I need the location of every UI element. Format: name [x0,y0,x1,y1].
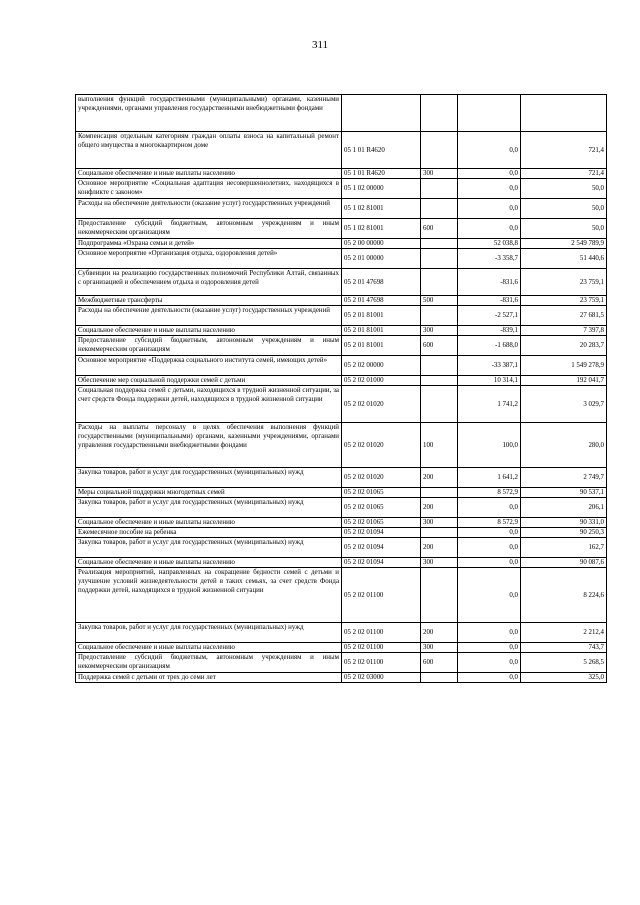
row-code-cell: 05 2 02 01094 [342,528,421,538]
row-expense-type-cell: 200 [421,538,458,558]
row-code-cell: 05 2 02 01100 [342,623,421,643]
page-number: 311 [311,39,329,51]
row-code-cell: 05 2 01 81001 [342,306,421,326]
table-row [76,488,607,498]
row-total-amount-cell: 2 549 789,9 [521,239,607,249]
row-name-cell: Предоставление субсидий бюджетным, автономным учреждениям и иным некоммерческим организациям [76,336,342,356]
row-name-cell: Субвенции на реализацию государственных полномочий Республики Алтай, связанных с организацией и обеспечением отдыха и оздоровления детей [76,269,342,296]
row-expense-type-cell [421,249,458,269]
row-expense-type-cell [421,199,458,219]
table-row [76,538,607,558]
table-row [76,673,607,683]
row-name-cell: Расходы на обеспечение деятельности (оказание услуг) государственных учреждений [76,306,342,326]
table-row [76,249,607,269]
row-total-amount-cell: 721,4 [521,132,607,169]
row-name-cell: Предоставление субсидий бюджетным, автономным учреждениям и иным некоммерческим организациям [76,653,342,673]
row-change-amount-cell: 8 572,9 [458,518,521,528]
row-total-amount-cell: 162,7 [521,538,607,558]
row-name-cell: Основное мероприятие «Социальная адаптация несовершеннолетних, находящихся в конфликте с законом» [76,179,342,199]
row-expense-type-cell [421,132,458,169]
row-code-cell: 05 2 00 00000 [342,239,421,249]
row-total-amount-cell: 51 440,6 [521,249,607,269]
row-total-amount-cell: 50,0 [521,179,607,199]
row-expense-type-cell [421,269,458,296]
row-name-cell: Социальная поддержка семей с детьми, находящихся в трудной жизненной ситуации, за счет средств Фонда поддержки детей, находящихся в трудной жизненной ситуации [76,386,342,423]
row-code-cell: 05 2 01 47698 [342,269,421,296]
row-code-cell: 05 1 02 81001 [342,219,421,239]
row-code-cell: 05 2 02 01020 [342,386,421,423]
row-code-cell: 05 2 02 00000 [342,356,421,376]
row-total-amount-cell: 50,0 [521,219,607,239]
row-code-cell: 05 2 02 01000 [342,376,421,386]
row-total-amount-cell: 5 268,5 [521,653,607,673]
table-row [76,296,607,306]
row-name-cell: Закупка товаров, работ и услуг для государственных (муниципальных) нужд [76,498,342,518]
row-name-cell: Межбюджетные трансферты [76,296,342,306]
row-total-amount-cell: 90 087,6 [521,558,607,568]
table-row [76,356,607,376]
row-total-amount-cell: 23 759,1 [521,296,607,306]
row-name-cell: Основное мероприятие «Организация отдыха, оздоровления детей» [76,249,342,269]
row-name-cell: Реализация мероприятий, направленных на сокращение бедности семей с детьми и улучшение условий жизнедеятельности детей в таких семьях, за счет средств Фонда поддержки детей, находящихся в трудной жизненной ситуации [76,568,342,623]
row-expense-type-cell: 600 [421,219,458,239]
row-code-cell: 05 2 01 47698 [342,296,421,306]
row-total-amount-cell: 192 041,7 [521,376,607,386]
table-row [76,336,607,356]
row-total-amount-cell: 2 212,4 [521,623,607,643]
row-code-cell: 05 2 01 00000 [342,249,421,269]
row-total-amount-cell: 23 759,1 [521,269,607,296]
table-row [76,653,607,673]
row-code-cell: 05 1 02 00000 [342,179,421,199]
row-total-amount-cell: 280,0 [521,423,607,468]
row-name-cell: Обеспечение мер социальной поддержки семей с детьми [76,376,342,386]
row-expense-type-cell: 300 [421,326,458,336]
row-name-cell: Основное мероприятие «Поддержка социального института семей, имеющих детей» [76,356,342,376]
row-code-cell: 05 2 01 81001 [342,336,421,356]
row-change-amount-cell: 0,0 [458,653,521,673]
row-change-amount-cell: -3 358,7 [458,249,521,269]
table-row [76,169,607,179]
table-row [76,623,607,643]
row-expense-type-cell: 100 [421,423,458,468]
row-total-amount-cell: 90 331,0 [521,518,607,528]
row-code-cell: 05 1 02 81001 [342,199,421,219]
row-change-amount-cell: 0,0 [458,199,521,219]
row-change-amount-cell: -831,6 [458,296,521,306]
table-row [76,269,607,296]
row-change-amount-cell: 0,0 [458,623,521,643]
row-code-cell: 05 2 02 01094 [342,558,421,568]
row-total-amount-cell: 8 224,6 [521,568,607,623]
row-change-amount-cell: 52 038,8 [458,239,521,249]
row-name-cell: Закупка товаров, работ и услуг для государственных (муниципальных) нужд [76,538,342,558]
row-expense-type-cell [421,376,458,386]
row-code-cell: 05 2 02 01094 [342,538,421,558]
row-change-amount-cell [458,95,521,132]
row-change-amount-cell: 1 641,2 [458,468,521,488]
row-expense-type-cell [421,306,458,326]
row-expense-type-cell: 600 [421,653,458,673]
table-row [76,376,607,386]
table-row [76,423,607,468]
row-name-cell: Расходы на обеспечение деятельности (оказание услуг) государственных учреждений [76,199,342,219]
row-expense-type-cell: 300 [421,169,458,179]
row-total-amount-cell: 90 537,1 [521,488,607,498]
row-total-amount-cell: 50,0 [521,199,607,219]
row-total-amount-cell: 2 749,7 [521,468,607,488]
row-code-cell: 05 1 01 R4620 [342,132,421,169]
row-name-cell: Предоставление субсидий бюджетным, автономным учреждениям и иным некоммерческим организациям [76,219,342,239]
row-change-amount-cell: 0,0 [458,558,521,568]
row-expense-type-cell [421,673,458,683]
row-name-cell: Социальное обеспечение и иные выплаты населению [76,169,342,179]
row-total-amount-cell: 3 029,7 [521,386,607,423]
row-name-cell: Поддержка семей с детьми от трех до семи лет [76,673,342,683]
row-change-amount-cell: 0,0 [458,219,521,239]
row-change-amount-cell: 10 314,1 [458,376,521,386]
row-name-cell: Социальное обеспечение и иные выплаты населению [76,326,342,336]
row-name-cell: Меры социальной поддержки многодетных семей [76,488,342,498]
row-code-cell: 05 2 02 01100 [342,643,421,653]
row-change-amount-cell: -33 387,1 [458,356,521,376]
row-name-cell: Социальное обеспечение и иные выплаты населению [76,643,342,653]
row-change-amount-cell: -1 688,0 [458,336,521,356]
table-row [76,326,607,336]
row-change-amount-cell: 0,0 [458,498,521,518]
row-expense-type-cell: 200 [421,468,458,488]
row-total-amount-cell: 90 250,3 [521,528,607,538]
table-row [76,386,607,423]
row-code-cell: 05 1 01 R4620 [342,169,421,179]
table-row [76,643,607,653]
row-code-cell: 05 2 02 01020 [342,468,421,488]
row-expense-type-cell: 600 [421,336,458,356]
row-expense-type-cell: 500 [421,296,458,306]
table-row [76,528,607,538]
table-row [76,179,607,199]
row-name-cell: Расходы на выплаты персоналу в целях обеспечения выполнения функций государственными (муниципальными) органами, казенными учреждениями, органами управления государственными внебюджетными фондами [76,423,342,468]
table-row [76,239,607,249]
row-change-amount-cell: 0,0 [458,179,521,199]
row-code-cell: 05 2 02 01065 [342,488,421,498]
row-expense-type-cell: 300 [421,518,458,528]
table-row [76,558,607,568]
table-row [76,468,607,488]
row-total-amount-cell: 27 681,5 [521,306,607,326]
table-row [76,306,607,326]
row-name-cell: Компенсация отдельным категориям граждан оплаты взноса на капитальный ремонт общего имущества в многоквартирном доме [76,132,342,169]
table-row [76,95,607,132]
row-name-cell: Социальное обеспечение и иные выплаты населению [76,558,342,568]
table-body [76,95,607,683]
table-row [76,219,607,239]
row-change-amount-cell: 0,0 [458,673,521,683]
row-change-amount-cell: 0,0 [458,132,521,169]
row-change-amount-cell: -2 527,1 [458,306,521,326]
row-expense-type-cell [421,95,458,132]
table-row [76,568,607,623]
row-code-cell: 05 2 02 01065 [342,498,421,518]
row-name-cell: Закупка товаров, работ и услуг для государственных (муниципальных) нужд [76,623,342,643]
row-change-amount-cell: 0,0 [458,538,521,558]
row-total-amount-cell: 743,7 [521,643,607,653]
row-change-amount-cell: 0,0 [458,169,521,179]
row-code-cell: 05 2 02 01065 [342,518,421,528]
row-code-cell: 05 2 02 01100 [342,653,421,673]
row-change-amount-cell: 0,0 [458,643,521,653]
row-expense-type-cell [421,386,458,423]
row-code-cell: 05 2 02 03000 [342,673,421,683]
row-expense-type-cell: 300 [421,558,458,568]
row-expense-type-cell: 300 [421,643,458,653]
row-name-cell: Подпрограмма «Охрана семьи и детей» [76,239,342,249]
row-expense-type-cell [421,568,458,623]
row-total-amount-cell: 1 549 278,9 [521,356,607,376]
row-expense-type-cell [421,488,458,498]
row-expense-type-cell [421,356,458,376]
row-code-cell: 05 2 02 01100 [342,568,421,623]
row-name-cell: выполнения функций государственными (муниципальными) органами, казенными учреждениями, органами управления государственными внебюджетными фондами [76,95,342,132]
row-change-amount-cell: 100,0 [458,423,521,468]
row-change-amount-cell: 1 741,2 [458,386,521,423]
table-row [76,518,607,528]
row-expense-type-cell [421,179,458,199]
row-expense-type-cell: 200 [421,498,458,518]
row-total-amount-cell: 20 283,7 [521,336,607,356]
row-change-amount-cell: 0,0 [458,568,521,623]
row-code-cell: 05 2 01 81001 [342,326,421,336]
table-row [76,199,607,219]
row-expense-type-cell [421,528,458,538]
row-expense-type-cell [421,239,458,249]
row-code-cell [342,95,421,132]
row-expense-type-cell: 200 [421,623,458,643]
row-name-cell: Закупка товаров, работ и услуг для государственных (муниципальных) нужд [76,468,342,488]
table-row [76,498,607,518]
row-change-amount-cell: -831,6 [458,269,521,296]
row-change-amount-cell: -839,1 [458,326,521,336]
row-total-amount-cell [521,95,607,132]
row-code-cell: 05 2 02 01020 [342,423,421,468]
row-name-cell: Ежемесячное пособие на ребенка [76,528,342,538]
row-change-amount-cell: 8 572,9 [458,488,521,498]
row-total-amount-cell: 7 397,8 [521,326,607,336]
row-change-amount-cell: 0,0 [458,528,521,538]
row-total-amount-cell: 206,1 [521,498,607,518]
budget-table [75,94,607,683]
row-total-amount-cell: 325,0 [521,673,607,683]
table-row [76,132,607,169]
row-total-amount-cell: 721,4 [521,169,607,179]
row-name-cell: Социальное обеспечение и иные выплаты населению [76,518,342,528]
